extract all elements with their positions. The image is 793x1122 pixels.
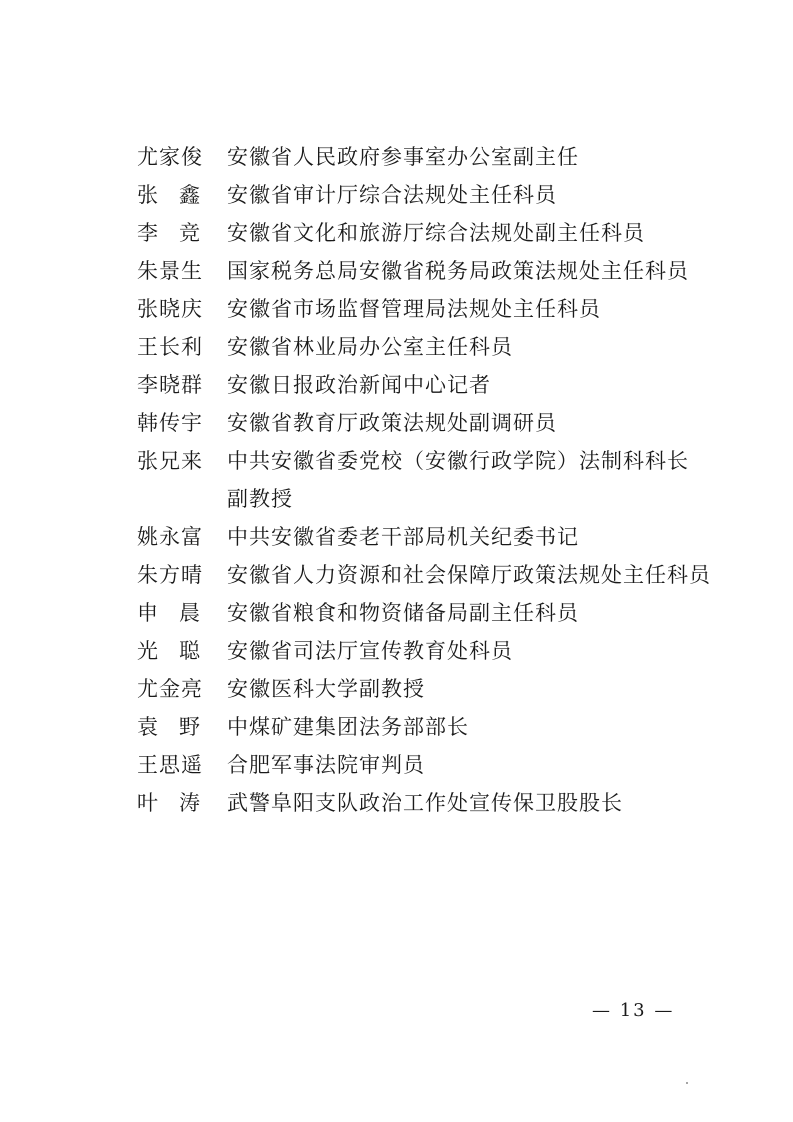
member-name: 张兄来 xyxy=(137,449,203,473)
member-name xyxy=(137,176,201,214)
member-name xyxy=(137,594,201,632)
list-item xyxy=(137,442,737,518)
member-title-line: 安徽省林业局办公室主任科员 xyxy=(227,335,513,359)
member-name-char: 晨 xyxy=(179,601,201,625)
member-title xyxy=(227,366,737,404)
list-item xyxy=(137,138,737,176)
member-title-line: 安徽省审计厅综合法规处主任科员 xyxy=(227,183,557,207)
member-title-line: 安徽省人力资源和社会保障厅政策法规处主任科员 xyxy=(227,563,711,587)
member-title-line: 中共安徽省委老干部局机关纪委书记 xyxy=(227,525,579,549)
member-name-char: 张 xyxy=(137,183,159,207)
member-list xyxy=(137,138,737,822)
member-name-char: 袁 xyxy=(137,715,159,739)
member-name xyxy=(137,784,201,822)
member-title-line: 合肥军事法院审判员 xyxy=(227,753,425,777)
list-item xyxy=(137,176,737,214)
member-title-line: 安徽省文化和旅游厅综合法规处副主任科员 xyxy=(227,221,645,245)
member-name: 李晓群 xyxy=(137,373,203,397)
member-title xyxy=(227,404,737,442)
member-title-line: 安徽省市场监督管理局法规处主任科员 xyxy=(227,297,601,321)
member-name-char: 叶 xyxy=(137,791,159,815)
list-item xyxy=(137,518,737,556)
list-item xyxy=(137,746,737,784)
list-item xyxy=(137,290,737,328)
member-name: 韩传宇 xyxy=(137,411,203,435)
member-title-line: 中煤矿建集团法务部部长 xyxy=(227,715,469,739)
member-name-char: 申 xyxy=(137,601,159,625)
member-title xyxy=(227,214,737,252)
member-name xyxy=(137,214,201,252)
member-name-char: 野 xyxy=(179,715,201,739)
member-title-line: 安徽省教育厅政策法规处副调研员 xyxy=(227,411,557,435)
list-item xyxy=(137,556,737,594)
list-item xyxy=(137,708,737,746)
member-title xyxy=(227,556,737,594)
member-title xyxy=(227,442,737,518)
list-item xyxy=(137,214,737,252)
member-name: 朱方晴 xyxy=(137,563,203,587)
member-title-line: 安徽医科大学副教授 xyxy=(227,677,425,701)
member-title xyxy=(227,670,737,708)
member-title-line: 中共安徽省委党校（安徽行政学院）法制科科长 xyxy=(227,449,689,473)
page-number: — 13 — xyxy=(592,1000,675,1021)
member-title xyxy=(227,708,737,746)
list-item xyxy=(137,366,737,404)
member-name: 王长利 xyxy=(137,335,203,359)
member-title xyxy=(227,784,737,822)
member-title xyxy=(227,290,737,328)
member-name: 尤金亮 xyxy=(137,677,203,701)
member-title-line: 安徽省司法厅宣传教育处科员 xyxy=(227,639,513,663)
member-title xyxy=(227,746,737,784)
list-item xyxy=(137,252,737,290)
member-title xyxy=(227,594,737,632)
member-name-char: 光 xyxy=(137,639,159,663)
member-title-line: 安徽日报政治新闻中心记者 xyxy=(227,373,491,397)
member-name: 尤家俊 xyxy=(137,145,203,169)
member-name xyxy=(137,708,201,746)
member-name-char: 鑫 xyxy=(179,183,201,207)
member-title-line: 副教授 xyxy=(227,487,293,511)
list-item xyxy=(137,404,737,442)
member-title xyxy=(227,252,737,290)
list-item xyxy=(137,632,737,670)
member-title xyxy=(227,518,737,556)
member-name: 张晓庆 xyxy=(137,297,203,321)
list-item xyxy=(137,594,737,632)
list-item xyxy=(137,670,737,708)
member-title xyxy=(227,632,737,670)
member-name-char: 竞 xyxy=(179,221,201,245)
member-title-line: 安徽省粮食和物资储备局副主任科员 xyxy=(227,601,579,625)
list-item xyxy=(137,784,737,822)
member-title-line: 安徽省人民政府参事室办公室副主任 xyxy=(227,145,579,169)
member-name-char: 聪 xyxy=(179,639,201,663)
member-title xyxy=(227,176,737,214)
member-name: 朱景生 xyxy=(137,259,203,283)
member-name: 王思遥 xyxy=(137,753,203,777)
list-item xyxy=(137,328,737,366)
member-name: 姚永富 xyxy=(137,525,203,549)
scan-speck xyxy=(686,1082,688,1084)
member-title-line: 武警阜阳支队政治工作处宣传保卫股股长 xyxy=(227,791,623,815)
member-name-char: 涛 xyxy=(179,791,201,815)
member-title-line: 国家税务总局安徽省税务局政策法规处主任科员 xyxy=(227,259,689,283)
member-title xyxy=(227,328,737,366)
member-title xyxy=(227,138,737,176)
member-name xyxy=(137,632,201,670)
member-name-char: 李 xyxy=(137,221,159,245)
